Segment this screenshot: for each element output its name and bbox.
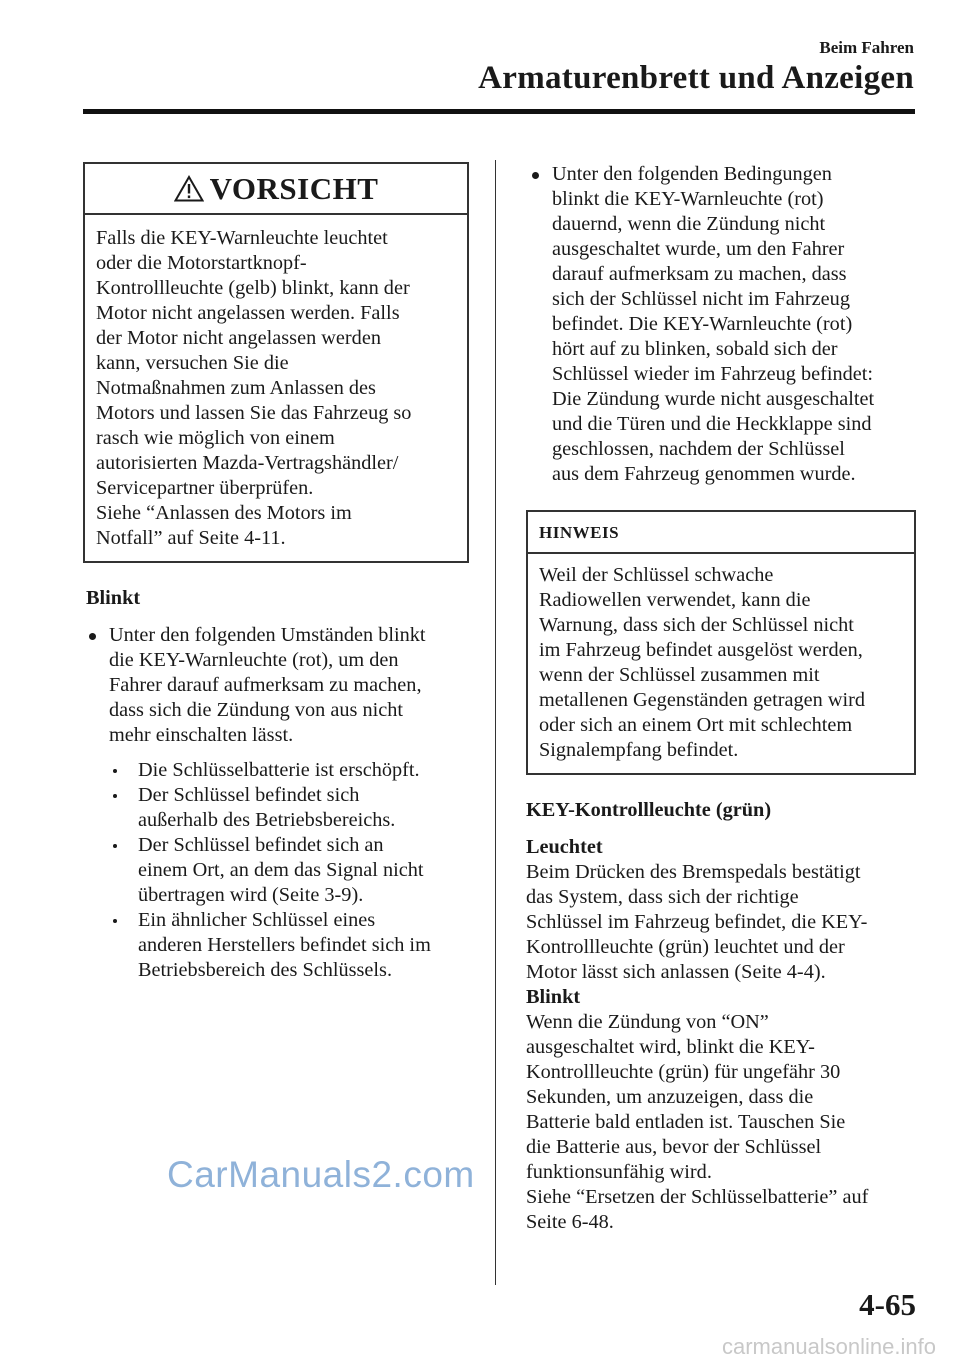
paragraph-line: Beim Drücken des Bremspedals bestätigt	[526, 861, 861, 883]
caution-header	[85, 164, 467, 215]
bullet-line: dauernd, wenn die Zündung nicht	[552, 213, 826, 235]
page-number: 4-65	[859, 1287, 916, 1322]
sub-bullet-line: Die Schlüsselbatterie ist erschöpft.	[138, 759, 420, 781]
caution-title: VORSICHT	[209, 171, 379, 206]
note-box	[526, 510, 916, 775]
bullet-line: aus dem Fahrzeug genommen wurde.	[552, 463, 856, 485]
leuchtet-heading: Leuchtet	[526, 836, 603, 858]
running-header-section: Beim Fahren	[819, 38, 914, 57]
sub-bullet-line: außerhalb des Betriebsbereichs.	[138, 809, 396, 831]
paragraph-line: Wenn die Zündung von “ON”	[526, 1011, 769, 1033]
note-line: metallenen Gegenständen getragen wird	[539, 689, 866, 711]
running-header-title: Armaturenbrett und Anzeigen	[478, 60, 914, 96]
bullet-list	[83, 623, 469, 748]
paragraph-line: die Batterie aus, bevor der Schlüssel	[526, 1136, 822, 1158]
bullet-line: befindet. Die KEY-Warnleuchte (rot)	[552, 313, 853, 335]
sub-bullet-line: anderen Herstellers befindet sich im	[138, 934, 431, 956]
watermark-text: CarManuals2.com	[167, 1154, 475, 1195]
paragraph-line: Motor lässt sich anlassen (Seite 4-4).	[526, 961, 826, 983]
bullet-line: Die Zündung wurde nicht ausgeschaltet	[552, 388, 875, 410]
caution-line: Notmaßnahmen zum Anlassen des	[96, 377, 376, 399]
caution-line: rasch wie möglich von einem	[96, 427, 335, 449]
paragraph-line: Sekunden, um anzuzeigen, dass die	[526, 1086, 814, 1108]
sub-bullet-line: einem Ort, an dem das Signal nicht	[138, 859, 424, 881]
bullet-line: ausgeschaltet wurde, um den Fahrer	[552, 238, 845, 260]
sub-bullet-line: Ein ähnlicher Schlüssel eines	[138, 909, 376, 931]
bullet-line: Fahrer darauf aufmerksam zu machen,	[109, 674, 422, 696]
sub-bullet-icon	[113, 794, 117, 798]
bullet-line: blinkt die KEY-Warnleuchte (rot)	[552, 188, 824, 210]
caution-line: autorisierten Mazda-Vertragshändler/	[96, 452, 399, 474]
right-column	[526, 162, 916, 1235]
bullet-line: mehr einschalten lässt.	[109, 724, 294, 746]
caution-line: Notfall” auf Seite 4-11.	[96, 527, 286, 549]
column-divider	[495, 160, 496, 1285]
warning-triangle-icon	[174, 175, 204, 202]
footer-site-text: carmanualsonline.info	[721, 1334, 936, 1359]
bullet-icon	[532, 172, 539, 179]
caution-line: Motors und lassen Sie das Fahrzeug so	[96, 402, 412, 424]
bullet-line: und die Türen und die Heckklappe sind	[552, 413, 872, 435]
blinkt-heading: Blinkt	[526, 986, 581, 1008]
list-item	[83, 908, 469, 983]
caution-box	[83, 162, 469, 563]
caution-line: Servicepartner überprüfen.	[96, 477, 314, 499]
sub-bullet-line: Der Schlüssel befindet sich an	[138, 834, 384, 856]
note-line: Warnung, dass sich der Schlüssel nicht	[539, 614, 854, 636]
caution-line: der Motor nicht angelassen werden	[96, 327, 381, 349]
note-line: Signalempfang befindet.	[539, 739, 739, 761]
bullet-line: Unter den folgenden Bedingungen	[552, 163, 832, 185]
sub-bullet-icon	[113, 844, 117, 848]
paragraph-line: Kontrollleuchte (grün) für ungefähr 30	[526, 1061, 841, 1083]
note-line: Weil der Schlüssel schwache	[539, 564, 774, 586]
caution-line: Siehe “Anlassen des Motors im	[96, 502, 352, 524]
paragraph-line: Seite 6-48.	[526, 1211, 614, 1233]
paragraph-line: funktionsunfähig wird.	[526, 1161, 712, 1183]
paragraph-line: das System, dass sich der richtige	[526, 886, 799, 908]
key-indicator-heading: KEY-Kontrollleuchte (grün)	[526, 799, 772, 821]
bullet-line: die KEY-Warnleuchte (rot), um den	[109, 649, 399, 671]
sub-bullet-line: übertragen wird (Seite 3-9).	[138, 884, 364, 906]
sub-bullet-list	[83, 758, 469, 983]
list-item	[526, 162, 916, 487]
header-rule	[83, 109, 915, 114]
note-line: wenn der Schlüssel zusammen mit	[539, 664, 820, 686]
note-title: HINWEIS	[528, 512, 914, 554]
list-item	[83, 833, 469, 908]
paragraph-line: Siehe “Ersetzen der Schlüsselbatterie” auf	[526, 1186, 869, 1208]
sub-bullet-icon	[113, 769, 117, 773]
paragraph-line: Batterie bald entladen ist. Tauschen Sie	[526, 1111, 846, 1133]
sub-bullet-line: Betriebsbereich des Schlüssels.	[138, 959, 393, 981]
sub-bullet-icon	[113, 919, 117, 923]
note-line: im Fahrzeug befindet ausgelöst werden,	[539, 639, 863, 661]
bullet-line: Unter den folgenden Umständen blinkt	[109, 624, 426, 646]
list-item	[83, 623, 469, 748]
bullet-icon	[89, 633, 96, 640]
caution-line: Kontrollleuchte (gelb) blinkt, kann der	[96, 277, 410, 299]
list-item	[83, 783, 469, 833]
list-item	[83, 758, 469, 783]
bullet-line: Schlüssel wieder im Fahrzeug befindet:	[552, 363, 874, 385]
note-line: oder sich an einem Ort mit schlechtem	[539, 714, 853, 736]
bullet-list	[526, 162, 916, 487]
blinkt-heading: Blinkt	[86, 587, 141, 609]
caution-body	[85, 215, 467, 561]
paragraph-line: ausgeschaltet wird, blinkt die KEY-	[526, 1036, 815, 1058]
caution-line: kann, versuchen Sie die	[96, 352, 289, 374]
bullet-line: dass sich die Zündung von aus nicht	[109, 699, 404, 721]
bullet-line: darauf aufmerksam zu machen, dass	[552, 263, 847, 285]
bullet-line: geschlossen, nachdem der Schlüssel	[552, 438, 845, 460]
note-body	[528, 554, 914, 773]
caution-line: Motor nicht angelassen werden. Falls	[96, 302, 400, 324]
sub-bullet-line: Der Schlüssel befindet sich	[138, 784, 360, 806]
note-line: Radiowellen verwendet, kann die	[539, 589, 811, 611]
caution-line: Falls die KEY-Warnleuchte leuchtet	[96, 227, 388, 249]
bullet-line: hört auf zu blinken, sobald sich der	[552, 338, 838, 360]
bullet-line: sich der Schlüssel nicht im Fahrzeug	[552, 288, 850, 310]
paragraph-line: Schlüssel im Fahrzeug befindet, die KEY-	[526, 911, 868, 933]
caution-line: oder die Motorstartknopf-	[96, 252, 307, 274]
paragraph-line: Kontrollleuchte (grün) leuchtet und der	[526, 936, 845, 958]
left-column	[83, 162, 469, 983]
